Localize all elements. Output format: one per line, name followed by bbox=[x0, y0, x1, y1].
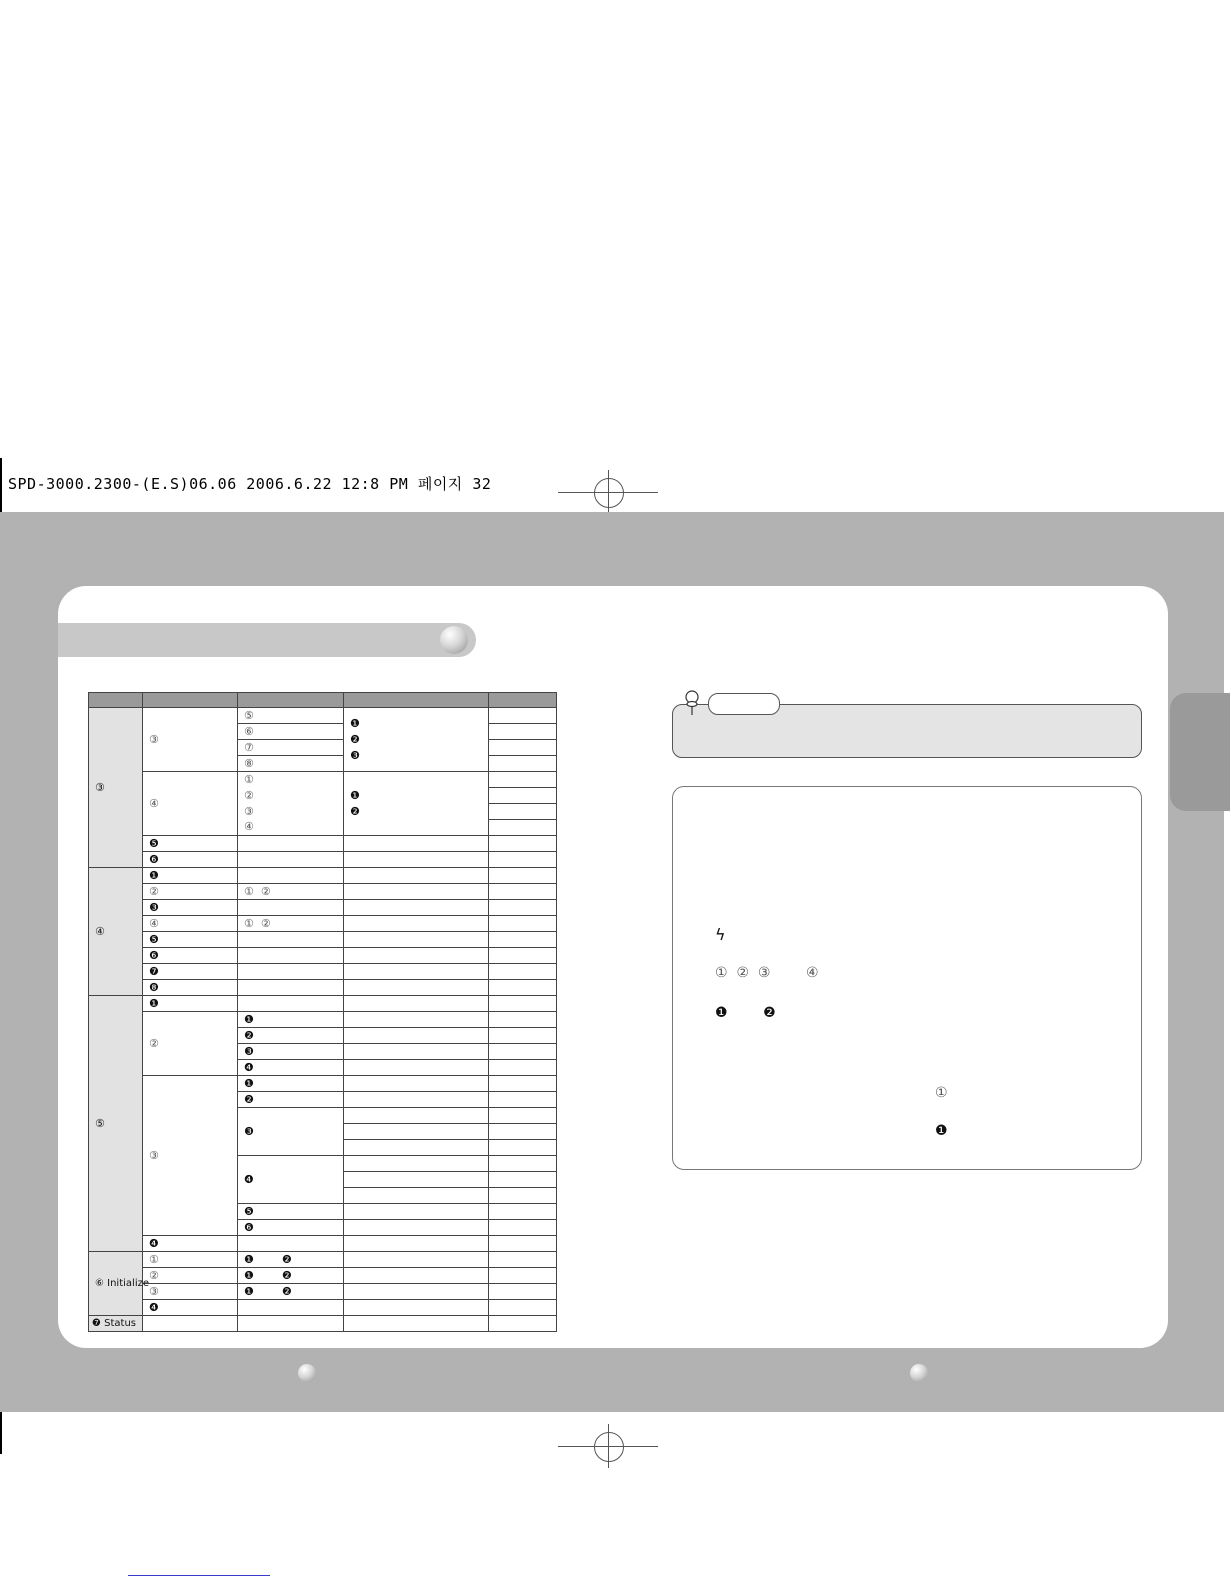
submenu-label: ② bbox=[143, 1268, 238, 1284]
info-symbol-line: ϟ bbox=[715, 925, 726, 944]
submenu-label: ❻ bbox=[143, 948, 238, 964]
option-list: ❶ ❷ bbox=[344, 772, 489, 836]
submenu-label: ❺ bbox=[143, 932, 238, 948]
submenu-label: ④ bbox=[143, 916, 238, 932]
submenu-label: ② bbox=[143, 1012, 238, 1076]
table-row bbox=[89, 868, 557, 884]
submenu-label: ❶ bbox=[143, 996, 238, 1012]
item-label: ③ bbox=[238, 804, 344, 820]
value-cell bbox=[489, 756, 557, 772]
submenu-label: ❶ bbox=[143, 868, 238, 884]
submenu-label: ❸ bbox=[143, 900, 238, 916]
table-row bbox=[89, 1284, 557, 1300]
info-ref-line-1: ① bbox=[935, 1085, 948, 1101]
table-row bbox=[89, 1076, 557, 1092]
table-row bbox=[89, 1252, 557, 1268]
table-row bbox=[89, 900, 557, 916]
menu-tree-table bbox=[88, 692, 557, 1332]
item-label: ❹ bbox=[238, 1060, 344, 1076]
table-row bbox=[89, 772, 557, 788]
table-row bbox=[89, 996, 557, 1012]
item-label: ❶ ❷ bbox=[238, 1252, 344, 1268]
item-label: ❸ bbox=[238, 1044, 344, 1060]
submenu-label: ❽ bbox=[143, 980, 238, 996]
table-row bbox=[89, 1012, 557, 1028]
table-header-cell bbox=[489, 693, 557, 708]
note-label-pill bbox=[708, 693, 780, 715]
info-options-line: ❶ ❷ bbox=[715, 1005, 776, 1021]
table-row bbox=[89, 1300, 557, 1316]
item-label: ❶ ❷ bbox=[238, 1284, 344, 1300]
info-steps-line: ① ② ③ ④ bbox=[715, 965, 819, 981]
page-number-ball-left bbox=[298, 1364, 316, 1382]
title-ball-icon bbox=[440, 626, 468, 654]
item-label: ① ② bbox=[238, 884, 344, 900]
item-label: ⑤ bbox=[238, 708, 344, 724]
table-row bbox=[89, 948, 557, 964]
item-label: ❶ bbox=[238, 1076, 344, 1092]
submenu-label: ❼ bbox=[143, 964, 238, 980]
registration-mark-bottom bbox=[558, 1424, 658, 1468]
table-row bbox=[89, 884, 557, 900]
table-row bbox=[89, 852, 557, 868]
group-label: ⑥ Initialize bbox=[89, 1252, 143, 1316]
table-row bbox=[89, 980, 557, 996]
footer-rule bbox=[128, 1575, 270, 1576]
pushpin-icon bbox=[684, 690, 700, 716]
submenu-label: ❺ bbox=[143, 836, 238, 852]
table-header-row bbox=[89, 693, 557, 708]
table-header-cell bbox=[143, 693, 238, 708]
print-header: SPD-3000.2300-(E.S)06.06 2006.6.22 12:8 PM 페이지 32 bbox=[8, 475, 492, 493]
value-cell bbox=[489, 820, 557, 836]
table-row bbox=[89, 1236, 557, 1252]
value-cell bbox=[489, 804, 557, 820]
group-label: ④ bbox=[89, 868, 143, 996]
side-index-tab bbox=[1170, 693, 1230, 811]
submenu-label: ③ bbox=[143, 1284, 238, 1300]
info-ref-line-2: ❶ bbox=[935, 1123, 948, 1139]
value-cell bbox=[489, 772, 557, 788]
item-label: ⑥ bbox=[238, 724, 344, 740]
item-label: ⑧ bbox=[238, 756, 344, 772]
item-label: ❷ bbox=[238, 1028, 344, 1044]
table-row bbox=[89, 836, 557, 852]
item-label: ② bbox=[238, 788, 344, 804]
table-row bbox=[89, 916, 557, 932]
table-row bbox=[89, 964, 557, 980]
item-label: ① ② bbox=[238, 916, 344, 932]
submenu-label: ③ bbox=[143, 708, 238, 772]
item-label: ❸ bbox=[238, 1108, 344, 1156]
crop-edge-mark-bottom bbox=[0, 1412, 2, 1454]
table-row bbox=[89, 932, 557, 948]
option-list: ❶ ❷ ❸ bbox=[344, 708, 489, 772]
item-label: ④ bbox=[238, 820, 344, 836]
crop-edge-mark-top bbox=[0, 458, 2, 514]
submenu-label: ❻ bbox=[143, 852, 238, 868]
table-header-cell bbox=[89, 693, 143, 708]
table-header-cell bbox=[344, 693, 489, 708]
table-header-cell bbox=[238, 693, 344, 708]
item-label: ❶ ❷ bbox=[238, 1268, 344, 1284]
table-row bbox=[89, 1316, 557, 1332]
section-title-bar bbox=[58, 623, 476, 657]
item-label: ❹ bbox=[238, 1156, 344, 1204]
item-label: ❺ bbox=[238, 1204, 344, 1220]
registration-mark-top bbox=[558, 470, 658, 514]
info-box bbox=[672, 786, 1142, 1170]
table-row bbox=[89, 708, 557, 724]
value-cell bbox=[489, 788, 557, 804]
item-label: ❻ bbox=[238, 1220, 344, 1236]
item-label: ① bbox=[238, 772, 344, 788]
submenu-label: ❹ bbox=[143, 1236, 238, 1252]
item-label: ❷ bbox=[238, 1092, 344, 1108]
submenu-label: ❹ bbox=[143, 1300, 238, 1316]
value-cell bbox=[489, 708, 557, 724]
page-number-ball-right bbox=[910, 1364, 928, 1382]
submenu-label: ④ bbox=[143, 772, 238, 836]
group-label: ⑤ bbox=[89, 996, 143, 1252]
group-label: ❼ Status bbox=[89, 1316, 143, 1332]
submenu-label: ③ bbox=[143, 1076, 238, 1236]
item-label: ❶ bbox=[238, 1012, 344, 1028]
group-label: ③ bbox=[89, 708, 143, 868]
submenu-label: ① bbox=[143, 1252, 238, 1268]
item-label: ⑦ bbox=[238, 740, 344, 756]
value-cell bbox=[489, 740, 557, 756]
value-cell bbox=[489, 724, 557, 740]
table-row bbox=[89, 1268, 557, 1284]
submenu-label: ② bbox=[143, 884, 238, 900]
